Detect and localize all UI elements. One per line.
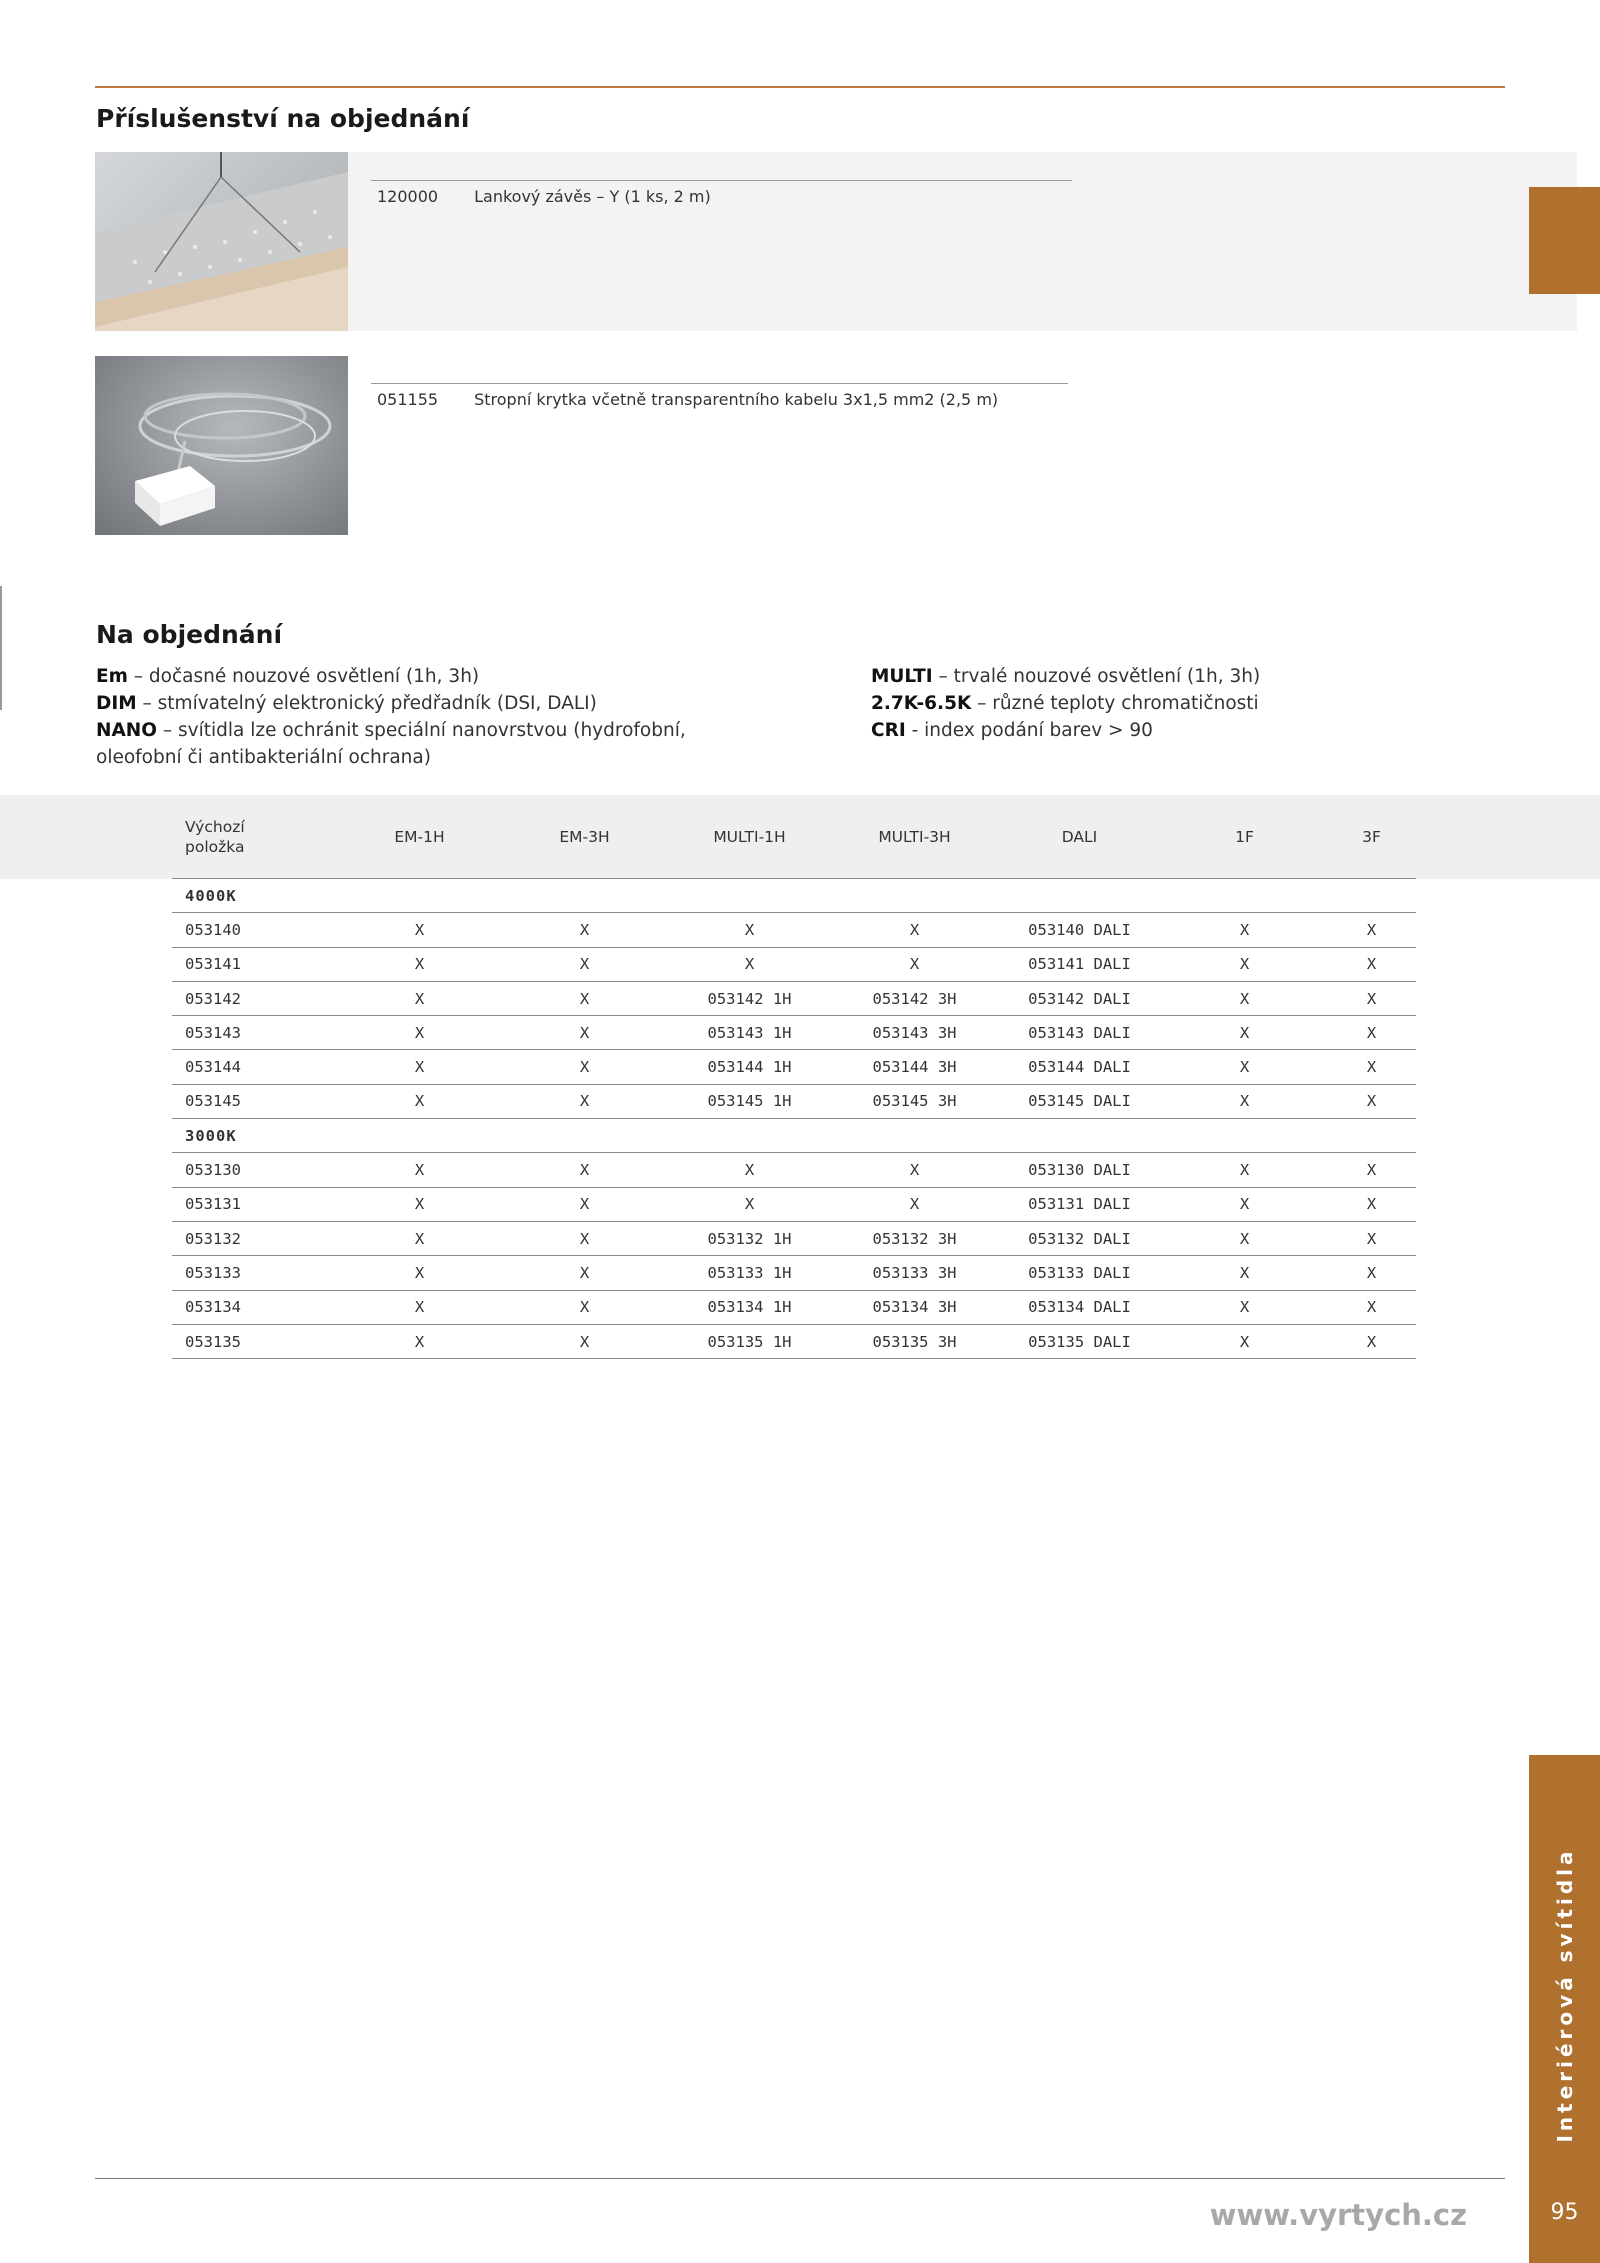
table-cell: X xyxy=(579,1092,590,1111)
table-row xyxy=(172,1153,1416,1187)
table-cell: X xyxy=(579,1195,590,1214)
legend-item xyxy=(871,663,1431,690)
table-cell: 053133 1H xyxy=(707,1263,792,1282)
table-cell: X xyxy=(1239,1195,1250,1214)
header-line: položka xyxy=(185,837,245,856)
legend-term: NANO xyxy=(96,720,158,741)
legend-desc: – trvalé nouzové osvětlení (1h, 3h) xyxy=(932,666,1261,687)
table-cell: X xyxy=(579,1023,590,1042)
table-row xyxy=(172,1016,1416,1050)
table-row xyxy=(172,913,1416,947)
table-cell: 053135 3H xyxy=(872,1332,957,1351)
table-row xyxy=(172,948,1416,982)
table-row xyxy=(172,1085,1416,1119)
table-cell: 053143 3H xyxy=(872,1023,957,1042)
legend-term: 2.7K-6.5K xyxy=(871,693,972,714)
table-cell: 053130 DALI xyxy=(1028,1161,1131,1180)
table-cell: X xyxy=(744,1195,755,1214)
table-row xyxy=(172,1291,1416,1325)
accessory-code: 051155 xyxy=(377,390,439,409)
legend-item xyxy=(871,717,1431,744)
cable-suspension-image xyxy=(95,152,348,331)
page-number: 95 xyxy=(1550,2200,1579,2225)
table-cell: X xyxy=(414,1058,425,1077)
bottom-rule xyxy=(95,2178,1505,2179)
legend-term: MULTI xyxy=(871,666,933,687)
table-cell: 053142 1H xyxy=(707,989,792,1008)
table-cell: X xyxy=(1239,989,1250,1008)
header-cell: EM-3H xyxy=(559,827,610,846)
table-cell: X xyxy=(1366,1058,1377,1077)
order-legend-left xyxy=(96,663,736,771)
accessory-code: 120000 xyxy=(377,187,439,206)
legend-term: DIM xyxy=(96,693,137,714)
group-label: 4000K xyxy=(185,886,237,905)
item-code-cell: 053145 xyxy=(185,1092,241,1111)
table-cell: X xyxy=(909,955,920,974)
table-group-row xyxy=(172,879,1416,913)
table-cell: X xyxy=(909,1161,920,1180)
table-cell: X xyxy=(1366,920,1377,939)
table-cell: 053132 DALI xyxy=(1028,1229,1131,1248)
table-cell: X xyxy=(1239,1161,1250,1180)
table-cell: X xyxy=(909,920,920,939)
table-cell: X xyxy=(1239,920,1250,939)
table-cell: X xyxy=(1366,955,1377,974)
ceiling-cover-image xyxy=(95,356,348,535)
header-cell: 1F xyxy=(1235,827,1254,846)
table-cell: X xyxy=(1366,1263,1377,1282)
order-legend-right xyxy=(871,663,1431,744)
table-cell: X xyxy=(744,1161,755,1180)
table-cell: X xyxy=(414,1298,425,1317)
order-title: Na objednání xyxy=(96,620,283,649)
table-cell: 053132 3H xyxy=(872,1229,957,1248)
table-cell: 053142 3H xyxy=(872,989,957,1008)
table-cell: X xyxy=(1239,1058,1250,1077)
accessory-description: Lankový závěs – Y (1 ks, 2 m) xyxy=(474,187,711,206)
table-cell: X xyxy=(579,1298,590,1317)
header-line: Výchozí xyxy=(185,817,245,836)
table-cell: X xyxy=(579,1332,590,1351)
item-code-cell: 053140 xyxy=(185,920,241,939)
item-code-cell: 053144 xyxy=(185,1058,241,1077)
item-code-cell: 053134 xyxy=(185,1298,241,1317)
table-row xyxy=(172,1188,1416,1222)
table-cell: 053131 DALI xyxy=(1028,1195,1131,1214)
table-cell: X xyxy=(1239,1263,1250,1282)
table-cell: 053142 DALI xyxy=(1028,989,1131,1008)
item-code-cell: 053131 xyxy=(185,1195,241,1214)
table-cell: 053134 1H xyxy=(707,1298,792,1317)
table-cell: 053140 DALI xyxy=(1028,920,1131,939)
item-code-cell: 053130 xyxy=(185,1161,241,1180)
accessory-row xyxy=(371,383,1068,409)
item-code-cell: 053141 xyxy=(185,955,241,974)
table-cell: X xyxy=(1239,1229,1250,1248)
legend-item xyxy=(871,690,1431,717)
table-cell: X xyxy=(1366,1161,1377,1180)
accessories-title: Příslušenství na objednání xyxy=(96,104,470,133)
table-cell: 053145 DALI xyxy=(1028,1092,1131,1111)
item-code-cell: 053143 xyxy=(185,1023,241,1042)
table-cell: X xyxy=(1239,955,1250,974)
variants-table xyxy=(172,795,1416,1359)
table-cell: X xyxy=(579,1229,590,1248)
item-code-cell: 053142 xyxy=(185,989,241,1008)
table-row xyxy=(172,1050,1416,1084)
legend-desc: - index podání barev > 90 xyxy=(905,720,1153,741)
legend-desc: – svítidla lze ochránit speciální nanovrstvou (hydrofobní, oleofobní či antibakteriální ochrana) xyxy=(96,720,686,768)
table-cell: X xyxy=(414,1195,425,1214)
table-cell: 053144 1H xyxy=(707,1058,792,1077)
item-code-cell: 053133 xyxy=(185,1263,241,1282)
table-row xyxy=(172,982,1416,1016)
top-rule xyxy=(95,86,1505,88)
header-cell: EM-1H xyxy=(394,827,445,846)
legend-term: Em xyxy=(96,666,128,687)
table-cell: X xyxy=(744,920,755,939)
table-cell: X xyxy=(1366,1332,1377,1351)
table-cell: X xyxy=(414,1229,425,1248)
table-cell: X xyxy=(744,955,755,974)
table-cell: X xyxy=(414,955,425,974)
page-edge-mark xyxy=(0,586,2,710)
item-code-cell: 053132 xyxy=(185,1229,241,1248)
table-cell: 053133 3H xyxy=(872,1263,957,1282)
table-cell: 053135 1H xyxy=(707,1332,792,1351)
table-cell: X xyxy=(1366,1195,1377,1214)
table-cell: 053132 1H xyxy=(707,1229,792,1248)
legend-item xyxy=(96,717,736,771)
table-cell: X xyxy=(414,920,425,939)
table-cell: X xyxy=(1239,1023,1250,1042)
table-cell: X xyxy=(1366,1229,1377,1248)
table-cell: X xyxy=(579,1263,590,1282)
table-header xyxy=(172,795,1416,879)
table-cell: X xyxy=(579,989,590,1008)
header-cell: MULTI-1H xyxy=(713,827,786,846)
table-cell: X xyxy=(414,1263,425,1282)
website-url: www.vyrtych.cz xyxy=(1209,2198,1467,2232)
table-row xyxy=(172,1222,1416,1256)
table-cell: X xyxy=(1239,1092,1250,1111)
table-cell: 053134 DALI xyxy=(1028,1298,1131,1317)
table-cell: 053144 3H xyxy=(872,1058,957,1077)
accessory-row xyxy=(371,180,1072,206)
legend-desc: – různé teploty chromatičnosti xyxy=(971,693,1259,714)
legend-term: CRI xyxy=(871,720,906,741)
top-color-tab xyxy=(1529,187,1600,294)
table-row xyxy=(172,1325,1416,1359)
table-cell: X xyxy=(1239,1298,1250,1317)
table-cell: 053133 DALI xyxy=(1028,1263,1131,1282)
table-cell: 053145 3H xyxy=(872,1092,957,1111)
table-cell: 053144 DALI xyxy=(1028,1058,1131,1077)
side-tab-label: Interiérová svítidla xyxy=(1553,1847,1577,2143)
legend-item xyxy=(96,663,736,690)
table-cell: 053135 DALI xyxy=(1028,1332,1131,1351)
table-row xyxy=(172,1256,1416,1290)
table-cell: X xyxy=(1366,989,1377,1008)
table-cell: X xyxy=(414,989,425,1008)
table-cell: 053143 1H xyxy=(707,1023,792,1042)
table-body xyxy=(172,879,1416,1359)
table-cell: X xyxy=(579,920,590,939)
table-cell: 053143 DALI xyxy=(1028,1023,1131,1042)
table-cell: X xyxy=(909,1195,920,1214)
table-cell: X xyxy=(579,955,590,974)
header-cell: DALI xyxy=(1061,827,1098,846)
table-cell: X xyxy=(1239,1332,1250,1351)
table-cell: X xyxy=(414,1023,425,1042)
item-code-cell: 053135 xyxy=(185,1332,241,1351)
table-cell: X xyxy=(1366,1092,1377,1111)
table-group-row xyxy=(172,1119,1416,1153)
table-cell: 053145 1H xyxy=(707,1092,792,1111)
group-label: 3000K xyxy=(185,1126,237,1145)
table-cell: X xyxy=(414,1161,425,1180)
header-cell: 3F xyxy=(1362,827,1381,846)
table-cell: X xyxy=(579,1058,590,1077)
table-cell: 053141 DALI xyxy=(1028,955,1131,974)
header-cell-default-item xyxy=(172,817,337,857)
legend-item xyxy=(96,690,736,717)
table-cell: X xyxy=(1366,1023,1377,1042)
header-cell: MULTI-3H xyxy=(878,827,951,846)
table-cell: 053134 3H xyxy=(872,1298,957,1317)
legend-desc: – stmívatelný elektronický předřadník (DSI, DALI) xyxy=(136,693,597,714)
table-cell: X xyxy=(414,1332,425,1351)
legend-desc: – dočasné nouzové osvětlení (1h, 3h) xyxy=(127,666,480,687)
table-cell: X xyxy=(414,1092,425,1111)
accessory-description: Stropní krytka včetně transparentního kabelu 3x1,5 mm2 (2,5 m) xyxy=(474,390,999,409)
table-cell: X xyxy=(1366,1298,1377,1317)
table-cell: X xyxy=(579,1161,590,1180)
